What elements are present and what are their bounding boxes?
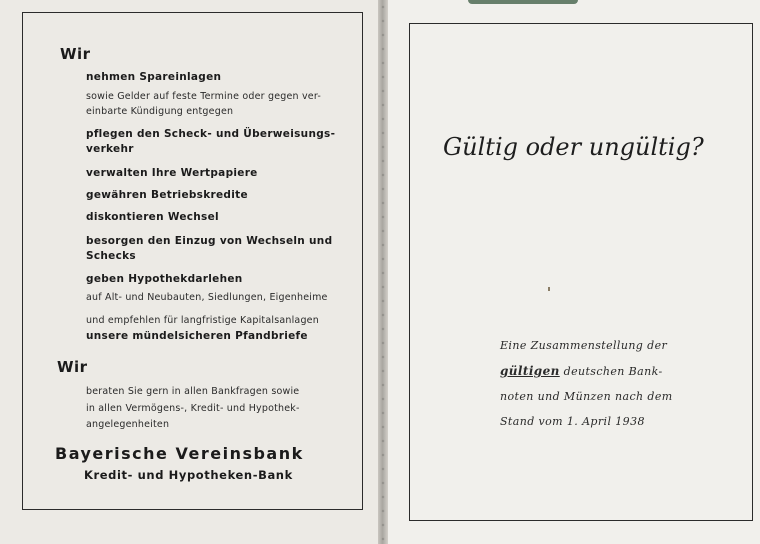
paper-speck — [548, 287, 550, 291]
wir-heading-1: Wir — [60, 45, 91, 63]
service-bonds: unsere mündelsicheren Pfandbriefe — [86, 330, 308, 342]
right-frame — [409, 23, 753, 521]
spine-stitching — [381, 0, 385, 544]
service-mortgage: geben Hypothekdarlehen — [86, 273, 243, 285]
service-savings: nehmen Spareinlagen — [86, 71, 222, 83]
description-line-2-rest: deutschen Bank- — [559, 365, 663, 378]
service-discount: diskontieren Wechsel — [86, 211, 219, 223]
service-collection-2: Schecks — [86, 250, 136, 262]
bank-subtitle: Kredit- und Hypotheken-Bank — [84, 468, 293, 482]
service-collection-1: besorgen den Einzug von Wechseln und — [86, 235, 333, 247]
service-mortgage-detail: auf Alt- und Neubauten, Siedlungen, Eigenheime — [86, 292, 328, 303]
cover-edge — [468, 0, 578, 4]
description-line-2 — [500, 364, 663, 378]
left-frame — [22, 12, 363, 510]
description-line-4: Stand vom 1. April 1938 — [500, 415, 645, 428]
service-securities: verwalten Ihre Wertpapiere — [86, 167, 258, 179]
service-cheque-1: pflegen den Scheck- und Überweisungs- — [86, 128, 336, 140]
service-credit: gewähren Betriebskredite — [86, 189, 248, 201]
description-underlined-word: gültigen — [500, 364, 560, 378]
description-line-3: noten und Münzen nach dem — [500, 390, 673, 403]
service-cheque-2: verkehr — [86, 143, 134, 155]
wir-heading-2: Wir — [57, 358, 88, 376]
service-bonds-intro: und empfehlen für langfristige Kapitalsanlagen — [86, 315, 319, 326]
description-line-1: Eine Zusammenstellung der — [500, 339, 668, 352]
advice-line-1: beraten Sie gern in allen Bankfragen sowie — [86, 386, 300, 397]
advice-line-3: angelegenheiten — [86, 419, 170, 430]
service-savings-detail-2: einbarte Kündigung entgegen — [86, 106, 234, 117]
booklet-title: Gültig oder ungültig? — [443, 133, 704, 161]
bank-name: Bayerische Vereinsbank — [55, 444, 304, 463]
advice-line-2: in allen Vermögens-, Kredit- und Hypothek- — [86, 403, 300, 414]
service-savings-detail-1: sowie Gelder auf feste Termine oder gegen ver- — [86, 91, 321, 102]
